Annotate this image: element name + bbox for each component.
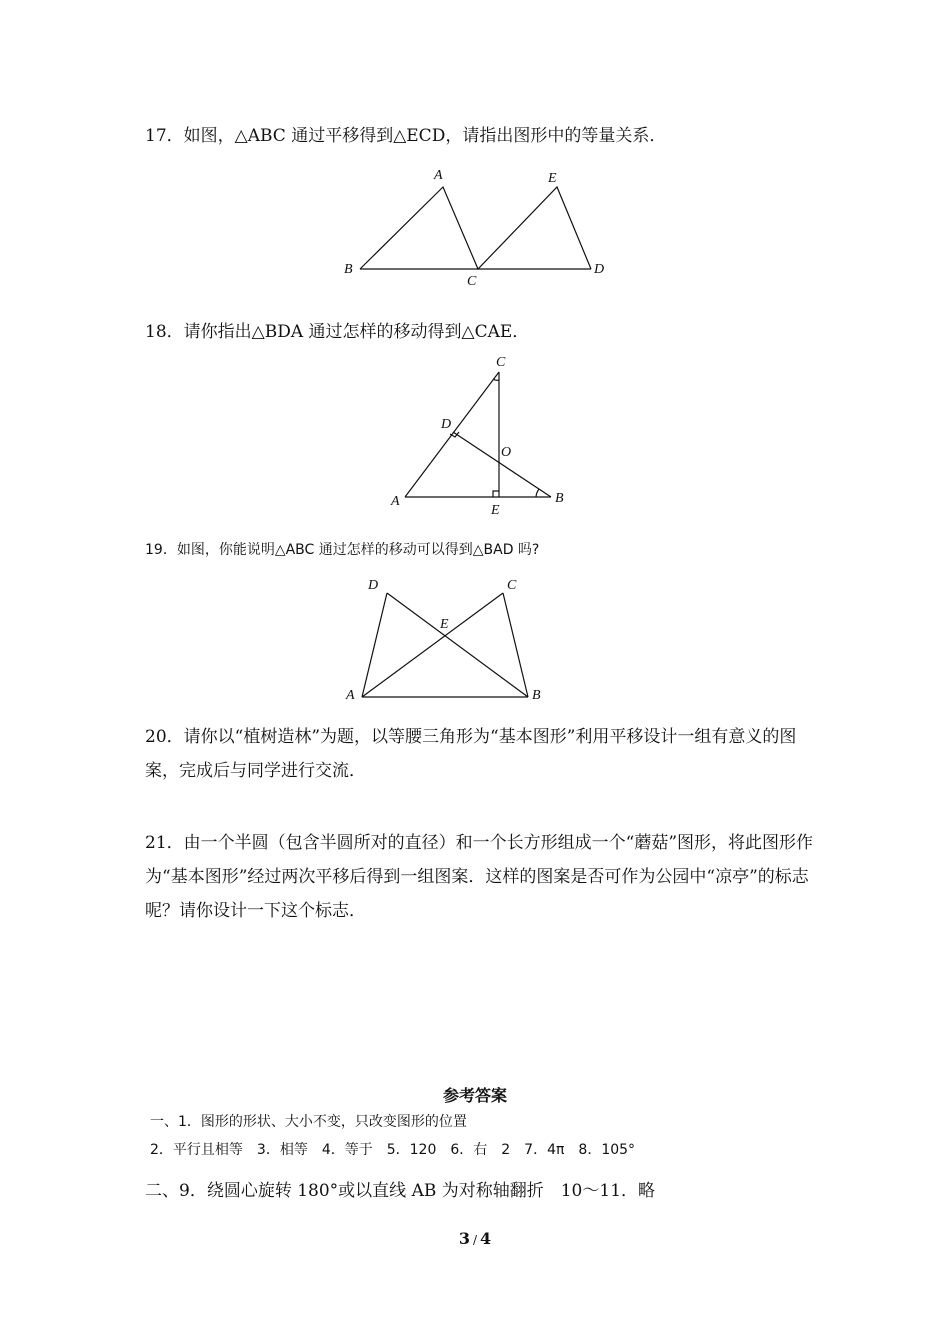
label-C: C [467, 274, 477, 289]
figure-17-triangles [330, 160, 620, 295]
question-18-text: 18．请你指出△BDA 通过怎样的移动得到△CAE． [145, 322, 530, 342]
answers-title: 参考答案 [442, 1086, 507, 1105]
label-E: E [440, 617, 449, 632]
label-D: D [368, 578, 379, 593]
page-separator: / [472, 1233, 478, 1247]
label-A: A [346, 688, 355, 703]
page-current: 3 [458, 1229, 470, 1248]
label-D: D [441, 417, 452, 432]
page-total: 4 [480, 1229, 492, 1248]
answer-line-2: 2．平行且相等 3．相等 4．等于 5．120 6．右 2 7．4π 8．105° [150, 1142, 636, 1158]
label-E: E [491, 503, 500, 518]
label-A: A [434, 168, 443, 183]
page-number [0, 1229, 950, 1248]
label-B: B [555, 491, 564, 506]
label-C: C [507, 578, 517, 593]
question-21-text: 21．由一个半圆（包含半圆所对的直径）和一个长方形组成一个“蘑菇”图形，将此图形作为“基本图形”经过两次平移后得到一组图案．这样的图案是否可作为公园中“凉亭”的标志呢？请你设计一下这个标志． [145, 833, 814, 921]
question-17-text: 17．如图，△ABC 通过平移得到△ECD，请指出图形中的等量关系． [145, 126, 667, 146]
figure-18-triangle [385, 350, 575, 520]
label-D: D [594, 262, 605, 277]
answer-line-3: 二、9．绕圆心旋转 180°或以直线 AB 为对称轴翻折 10～11．略 [145, 1181, 656, 1201]
answer-line-1: 一、1．图形的形状、大小不变，只改变图形的位置 [150, 1114, 467, 1130]
label-B: B [344, 262, 353, 277]
label-E: E [548, 171, 557, 186]
figure-19-quadrilateral [340, 575, 555, 705]
label-A: A [391, 494, 400, 509]
question-19-text: 19．如图，你能说明△ABC 通过怎样的移动可以得到△BAD 吗? [145, 542, 540, 558]
label-O: O [501, 445, 512, 460]
label-C: C [496, 355, 506, 370]
question-20-text: 20．请你以“植树造林”为题，以等腰三角形为“基本图形”利用平移设计一组有意义的图案，完成后与同学进行交流． [145, 727, 797, 781]
label-B: B [532, 688, 541, 703]
